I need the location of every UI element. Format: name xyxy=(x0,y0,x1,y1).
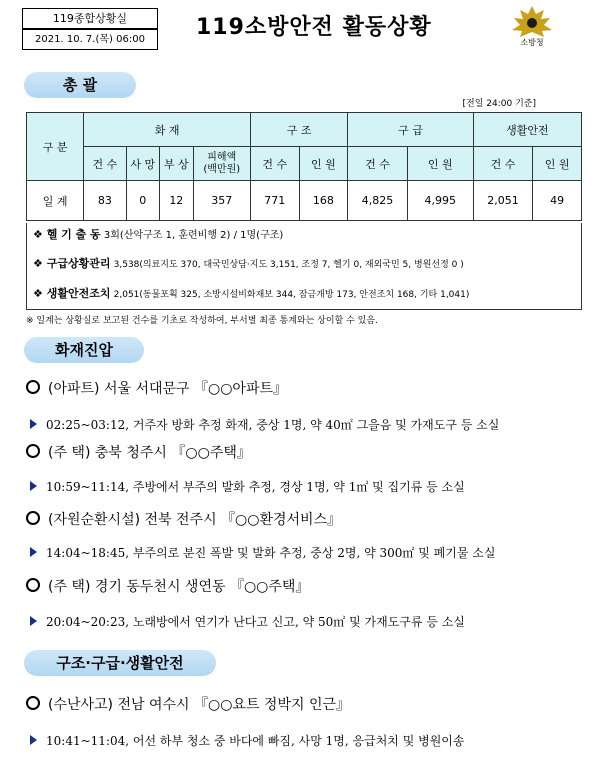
circle-bullet-icon xyxy=(26,696,40,710)
item-desc-text: 10:59~11:14, 주방에서 부주의 발화 추정, 경상 1명, 약 1㎡ 및 집기류 등 소실 xyxy=(46,480,465,494)
summary-note: ※ 일계는 상황실로 보고된 건수를 기초로 작성하여, 부서별 최종 통계와는 상이할 수 있음. xyxy=(26,316,378,326)
group-fire: 화 재 xyxy=(84,113,251,147)
svg-text:소방청: 소방청 xyxy=(520,38,544,46)
fire-item-desc xyxy=(30,416,499,433)
fire-item-title xyxy=(26,576,309,596)
triangle-bullet-icon xyxy=(30,419,37,429)
circle-bullet-icon xyxy=(26,444,40,458)
fire-item-title xyxy=(26,442,251,462)
item-title-text: (자원순환시설) 전북 전주시 『○○환경서비스』 xyxy=(48,512,342,528)
subhead: 사 망 xyxy=(126,147,160,181)
item-desc-text: 02:25~03:12, 거주자 방화 추정 화재, 중상 1명, 약 40㎡ 그을음 및 가재도구 등 소실 xyxy=(46,418,500,432)
item-title-text: (주 택) 경기 동두천시 생연동 『○○주택』 xyxy=(48,579,310,595)
table-cell: 357 xyxy=(193,181,250,221)
subhead: 건 수 xyxy=(473,147,533,181)
item-title-text: (주 택) 충북 청주시 『○○주택』 xyxy=(48,445,251,461)
table-cell: 168 xyxy=(299,181,348,221)
fire-item-desc xyxy=(30,613,465,630)
subhead: 피해액 (백만원) xyxy=(193,147,250,181)
summary-details xyxy=(26,223,582,310)
detail-label: ❖ 헬 기 출 동 xyxy=(33,228,101,241)
table-cell: 4,825 xyxy=(348,181,408,221)
detail-helicopter xyxy=(33,226,283,242)
subhead: 건 수 xyxy=(250,147,299,181)
table-cell: 12 xyxy=(160,181,194,221)
table-cell: 4,995 xyxy=(407,181,473,221)
col-gubun: 구 분 xyxy=(27,113,84,181)
rescue-item-title xyxy=(26,694,350,714)
triangle-bullet-icon xyxy=(30,735,37,745)
item-desc-text: 20:04~20:23, 노래방에서 연기가 난다고 신고, 약 50㎡ 및 가재도구류 등 소실 xyxy=(46,615,465,629)
as-of-time: [전일 24:00 기준] xyxy=(462,99,536,109)
report-date: 2021. 10. 7.(목) 06:00 xyxy=(22,29,158,50)
table-cell: 2,051 xyxy=(473,181,533,221)
detail-ems-management xyxy=(33,255,464,271)
triangle-bullet-icon xyxy=(30,481,37,491)
row-label: 일 계 xyxy=(27,181,84,221)
detail-text: 2,051(동물포획 325, 소방시설비화재보 344, 잠금개방 173, 안전조치 168, 기타 1,041) xyxy=(113,290,470,300)
item-desc-text: 14:04~18:45, 부주의로 분진 폭발 및 발화 추정, 중상 2명, 약 300㎡ 및 폐기물 소실 xyxy=(46,546,496,560)
detail-label: ❖ 구급상황관리 xyxy=(33,257,111,270)
circle-bullet-icon xyxy=(26,578,40,592)
fire-item-desc xyxy=(30,478,465,495)
triangle-bullet-icon xyxy=(30,616,37,626)
fire-item-desc xyxy=(30,544,495,561)
item-title-text: (아파트) 서울 서대문구 『○○아파트』 xyxy=(48,381,287,397)
triangle-bullet-icon xyxy=(30,547,37,557)
table-cell: 771 xyxy=(250,181,299,221)
header-info-box xyxy=(22,8,158,50)
detail-life-safety xyxy=(33,285,469,301)
subhead: 건 수 xyxy=(84,147,126,181)
fire-item-title xyxy=(26,378,287,398)
detail-text: 3회(산악구조 1, 훈련비행 2) / 1명(구조) xyxy=(103,230,284,241)
item-desc-text: 10:41~11:04, 어선 하부 청소 중 바다에 빠짐, 사망 1명, 응급처치 및 병원이송 xyxy=(46,734,465,748)
detail-label: ❖ 생활안전조치 xyxy=(33,287,111,300)
fire-agency-logo xyxy=(506,4,558,46)
summary-section-label: 총 괄 xyxy=(24,72,136,98)
fire-section-label: 화재진압 xyxy=(24,337,144,363)
subhead: 인 원 xyxy=(299,147,348,181)
detail-text: 3,538(의료지도 370, 대국민상담·지도 3,151, 조정 7, 헬기 0, 재외국민 5, 병원선정 0 ) xyxy=(113,260,464,270)
subhead: 인 원 xyxy=(533,147,582,181)
group-rescue: 구 조 xyxy=(250,113,347,147)
circle-bullet-icon xyxy=(26,511,40,525)
group-life: 생활안전 xyxy=(473,113,581,147)
table-cell: 0 xyxy=(126,181,160,221)
summary-table xyxy=(26,112,582,221)
rescue-item-desc xyxy=(30,732,464,749)
subhead: 인 원 xyxy=(407,147,473,181)
item-title-text: (수난사고) 전남 여수시 『○○요트 정박지 인근』 xyxy=(48,697,350,713)
page-title: 119소방안전 활동상황 xyxy=(196,15,432,40)
office-name: 119종합상황실 xyxy=(22,8,158,29)
fire-item-title xyxy=(26,509,341,529)
subhead: 건 수 xyxy=(348,147,408,181)
circle-bullet-icon xyxy=(26,380,40,394)
table-cell: 83 xyxy=(84,181,126,221)
table-cell: 49 xyxy=(533,181,582,221)
rescue-section-label: 구조·구급·생활안전 xyxy=(24,650,216,676)
subhead: 부 상 xyxy=(160,147,194,181)
group-ems: 구 급 xyxy=(348,113,473,147)
